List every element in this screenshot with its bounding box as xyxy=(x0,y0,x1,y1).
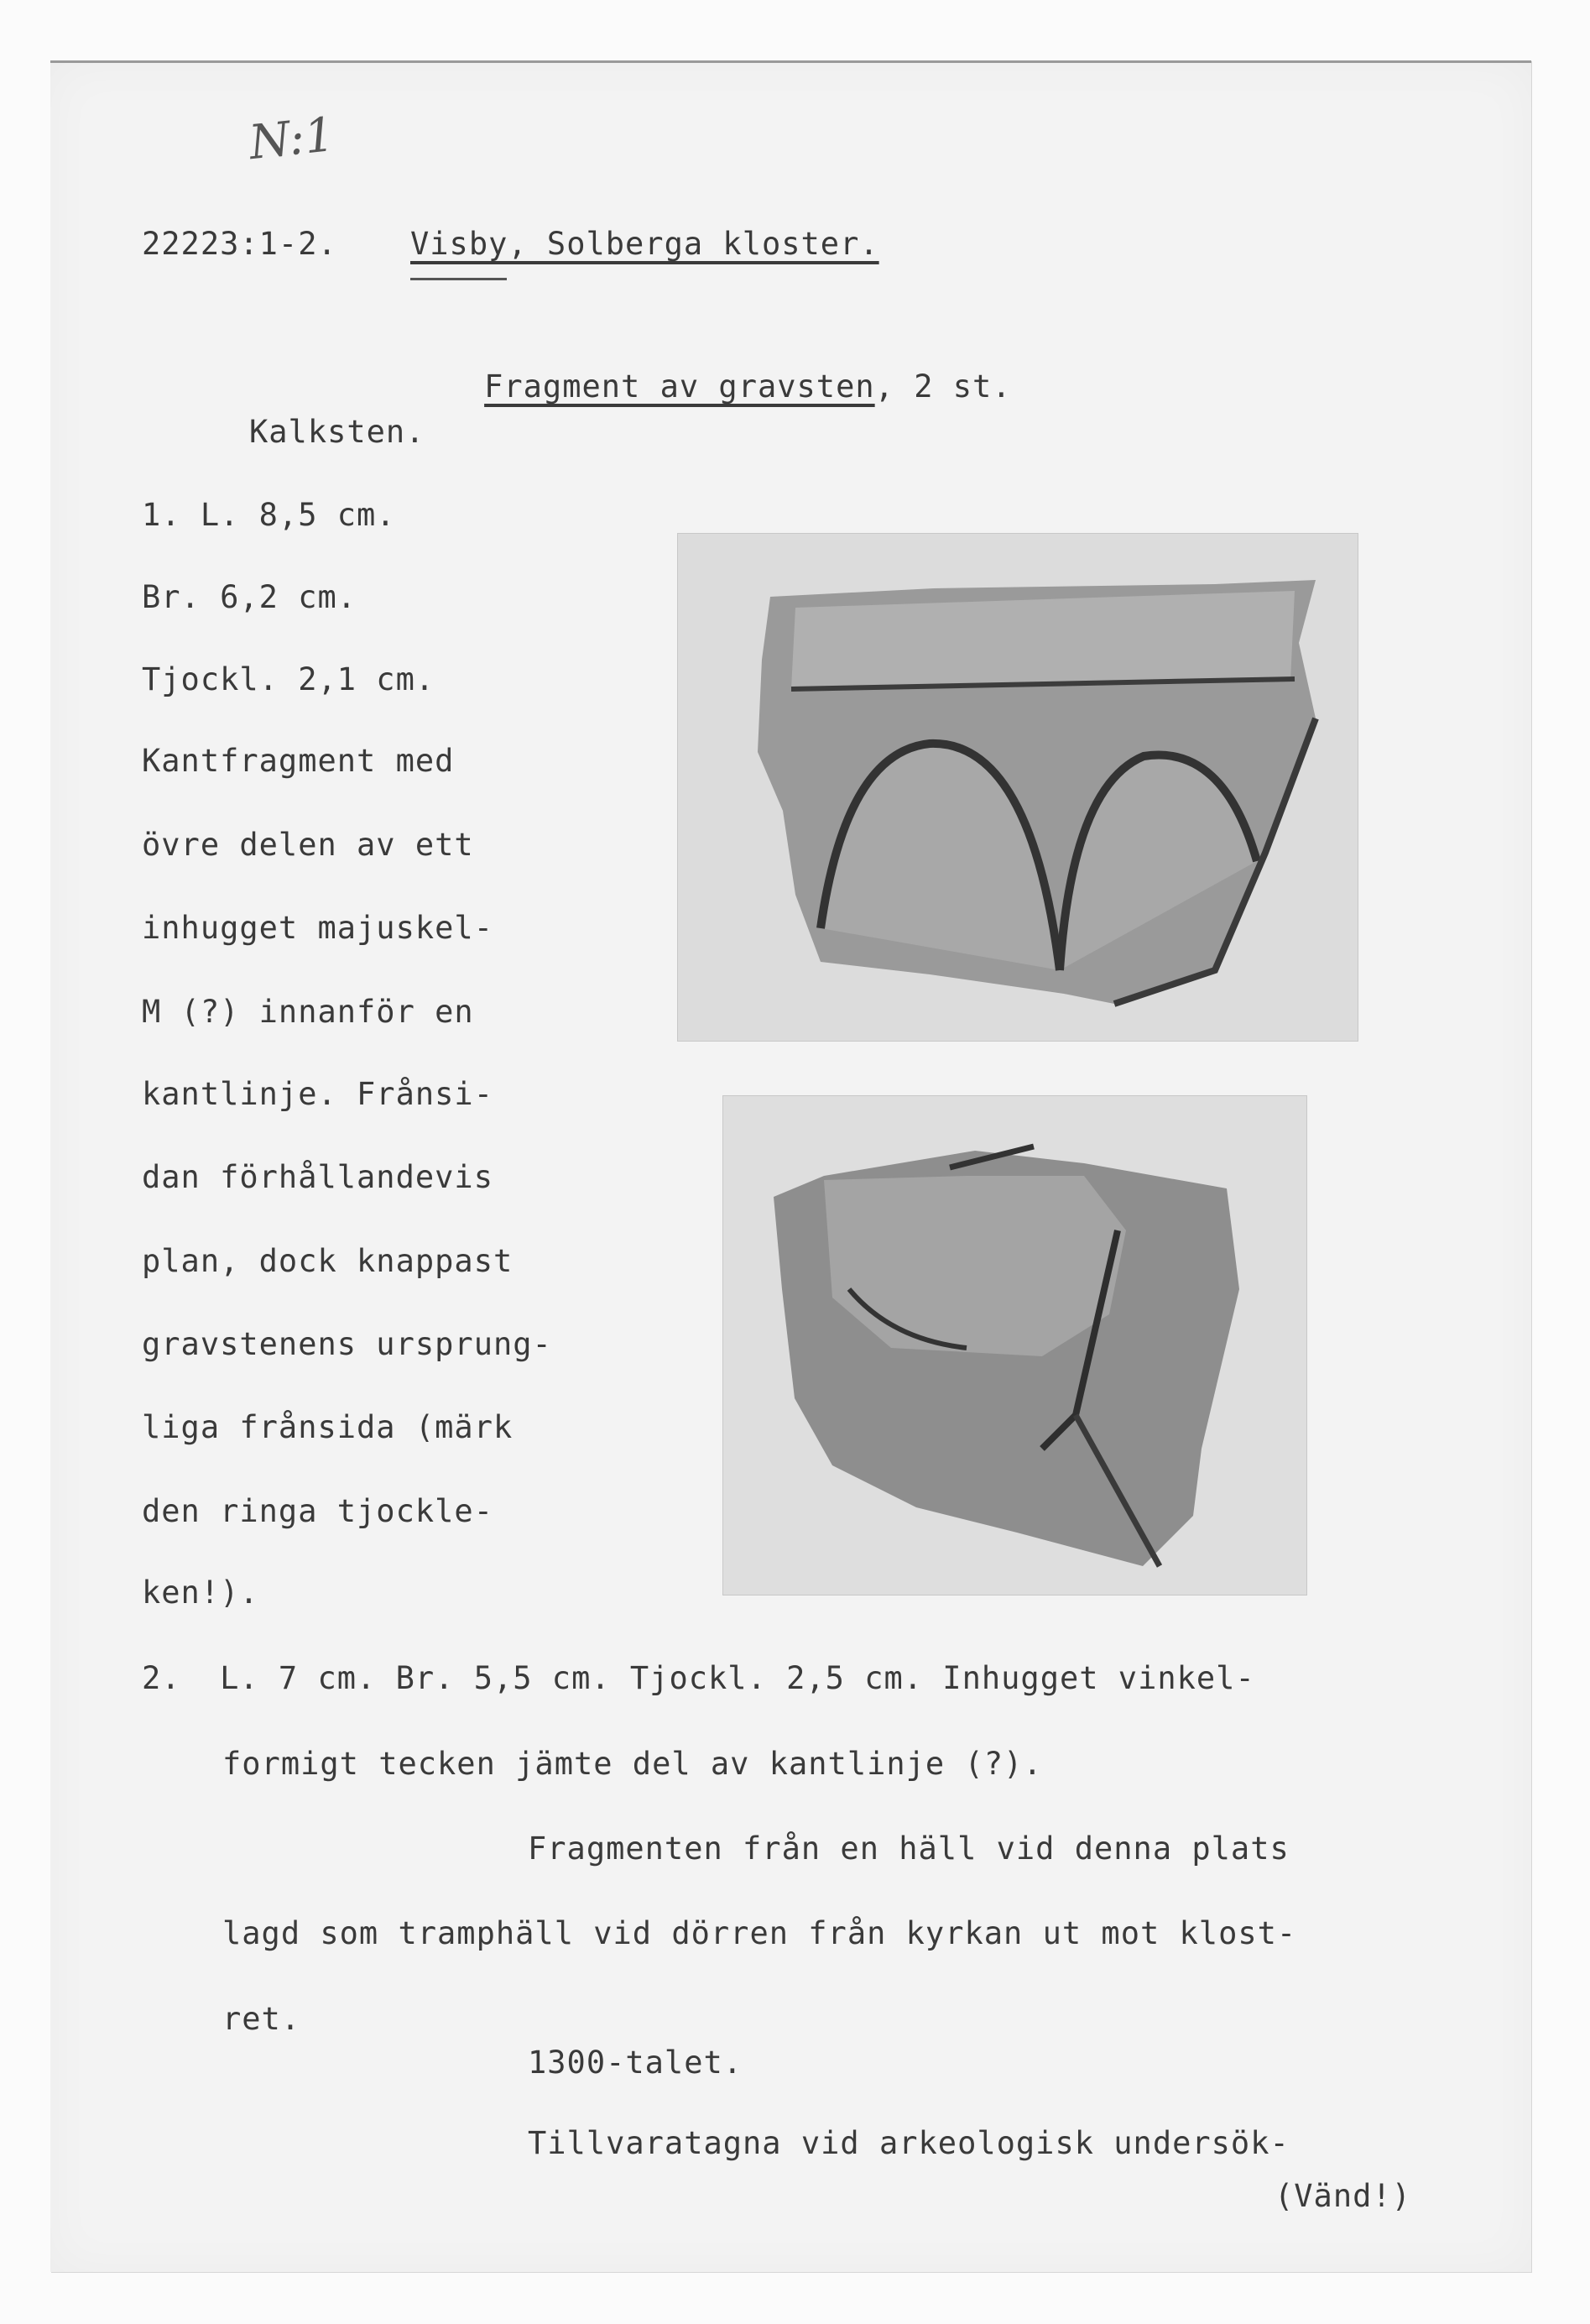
desc-line: inhugget majuskel- xyxy=(142,910,493,946)
fragment-2-line-1: 2. L. 7 cm. Br. 5,5 cm. Tjockl. 2,5 cm. Inhugget vinkel- xyxy=(142,1660,1255,1696)
recovery-note: Tillvaratagna vid arkeologisk undersök- xyxy=(528,2125,1290,2161)
desc-line: Kantfragment med xyxy=(142,743,455,779)
desc-line: den ringa tjockle- xyxy=(142,1493,493,1529)
fragment-2-line-2: formigt tecken jämte del av kantlinje (?). xyxy=(222,1746,1043,1782)
fragment-1-photo xyxy=(677,533,1358,1042)
site-name: Visby, Solberga kloster. xyxy=(410,226,879,262)
provenance-line-3: ret. xyxy=(222,2001,301,2037)
double-underline-mark xyxy=(410,278,507,280)
object-title: Fragment av gravsten xyxy=(484,368,875,405)
desc-line: Tjockl. 2,1 cm. xyxy=(142,661,435,697)
material: Kalksten. xyxy=(249,414,425,450)
provenance-line-1: Fragmenten från en häll vid denna plats xyxy=(528,1830,1290,1867)
desc-line: dan förhållandevis xyxy=(142,1159,493,1195)
desc-line: övre delen av ett xyxy=(142,827,474,863)
desc-line: liga frånsida (märk xyxy=(142,1409,513,1445)
dating: 1300-talet. xyxy=(528,2045,743,2081)
desc-line: plan, dock knappast xyxy=(142,1243,513,1279)
desc-line: M (?) innanför en xyxy=(142,994,474,1030)
provenance-line-2: lagd som tramphäll vid dörren från kyrkan ut mot klost- xyxy=(222,1915,1297,1951)
catalog-card xyxy=(50,60,1531,2272)
desc-line: Br. 6,2 cm. xyxy=(142,579,357,615)
object-count: , 2 st. xyxy=(874,368,1012,405)
fragment-2-photo xyxy=(722,1095,1307,1595)
desc-line: 1. L. 8,5 cm. xyxy=(142,497,396,533)
rough-stone-image xyxy=(723,1096,1306,1595)
handwritten-number: N:1 xyxy=(246,107,337,171)
desc-line: gravstenens ursprung- xyxy=(142,1326,552,1362)
desc-line: kantlinje. Frånsi- xyxy=(142,1076,493,1112)
desc-line: ken!). xyxy=(142,1575,259,1611)
carved-stone-image xyxy=(678,534,1358,1041)
turn-over-note: (Vänd!) xyxy=(1275,2178,1411,2214)
catalog-number: 22223:1-2. xyxy=(142,226,337,262)
